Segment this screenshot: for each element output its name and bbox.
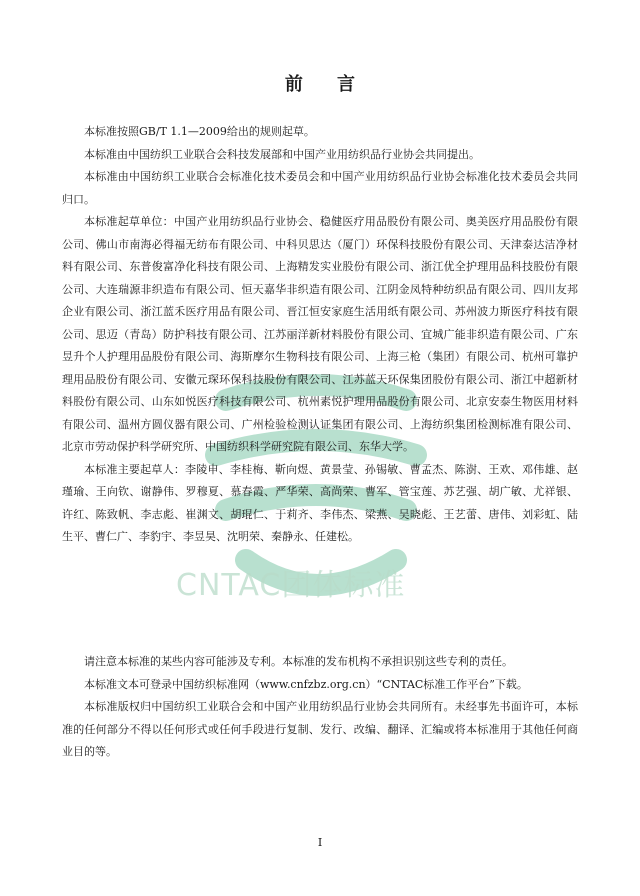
paragraph-proposer: 本标准由中国纺织工业联合会科技发展部和中国产业用纺织品行业协会共同提出。 — [84, 147, 480, 161]
page-title — [0, 70, 640, 96]
paragraph-drafting-units: 本标准起草单位：中国产业用纺织品行业协会、稳健医疗用品股份有限公司、奥美医疗用品股份有限公司、佛山市南海必得福无纺布有限公司、中科贝思达（厦门）环保科技股份有限公司、天津泰达洁净材料有限公司、东普俊富净化科技有限公司、上海精发实业股份有限公司、浙江优全护理用品科技股份有限公司、大连瑞源非织造布有限公司、恒天嘉华非织造有限公司、江阴金凤特种纺织品有限公司、四川友邦企业有限公司、浙江蓝禾医疗用品有限公司、晋江恒安家庭生活用纸有限公司、苏州波力斯医疗科技有限公司、思迈（青岛）防护科技有限公司、江苏丽洋新材料股份有限公司、宜城广能非织造有限公司、广东昱升个人护理用品股份有限公司、海斯摩尔生物科技有限公司、上海三枪（集团）有限公司、杭州可靠护理用品股份有限公司、安徽元琛环保科技股份有限公司、江苏蓝天环保集团股份有限公司、浙江中超新材料股份有限公司、山东如悦医疗科技有限公司、杭州素悦护理用品股份有限公司、北京安泰生物医用材料有限公司、温州方圆仪器有限公司、广州检验检测认证集团有限公司、上海纺织集团检测标准有限公司、北京市劳动保护科学研究所、中国纺织科学研究院有限公司、东华大学。 — [62, 215, 578, 453]
note-patent: 请注意本标准的某些内容可能涉及专利。本标准的发布机构不承担识别这些专利的责任。 — [84, 655, 513, 668]
title-char-2: 言 — [337, 74, 356, 95]
foreword-notes — [62, 651, 578, 764]
title-char-1: 前 — [284, 74, 303, 95]
paragraph-administrator: 本标准由中国纺织工业联合会标准化技术委员会和中国产业用纺织品行业协会标准化技术委员会共同归口。 — [62, 170, 578, 206]
paragraph-drafters: 本标准主要起草人：李陵申、李桂梅、靳向煜、黄景莹、孙锡敏、曹孟杰、陈澍、王欢、邓伟雄、赵瑾瑜、王向钦、谢静伟、罗穆夏、慕春霞、严华荣、高尚荣、曹军、管宝莲、苏艺强、胡广敏、尤祥银、许红、陈致帆、李志彪、崔渊文、胡琨仁、于莉齐、李伟杰、梁燕、吴晓彪、王艺蕾、唐伟、刘彩虹、陆生平、曹仁广、李豹宇、李昱昊、沈明荣、秦静永、任建松。 — [62, 462, 578, 543]
foreword-body — [62, 121, 578, 549]
watermark-text: CNTAC团体标准 — [176, 568, 406, 603]
note-download: 本标准文本可登录中国纺织标准网（www.cnfzbz.org.cn）“CNTAC标准工作平台”下载。 — [84, 677, 528, 691]
page-number: I — [317, 836, 323, 849]
paragraph-drafting-rules: 本标准按照GB/T 1.1—2009给出的规则起草。 — [84, 125, 315, 138]
note-copyright: 本标准版权归中国纺织工业联合会和中国产业用纺织品行业协会共同所有。未经事先书面许可，本标准的任何部分不得以任何形式或任何手段进行复制、发行、改编、翻译、汇编或将本标准用于其他任何商业目的等。 — [62, 700, 578, 758]
